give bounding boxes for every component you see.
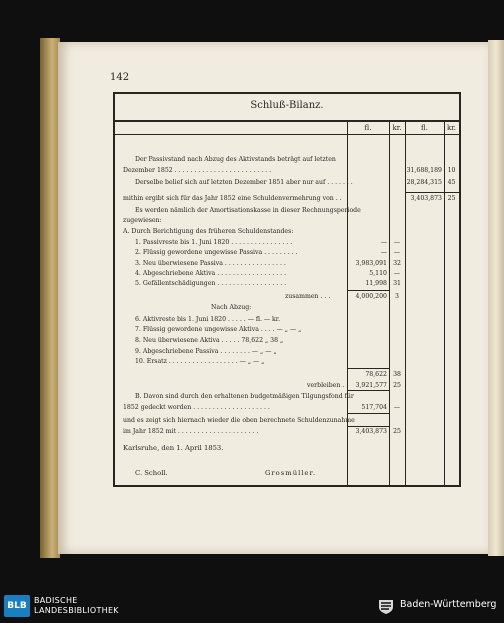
header-kr-1: kr. xyxy=(392,124,402,132)
signature-scholl: C. Scholl. xyxy=(135,469,168,477)
page-number: 142 xyxy=(110,72,130,83)
row-text: zusammen . . . xyxy=(285,293,331,300)
row-text: 4. Abgeschriebene Aktiva . . . . . . . . . . . . . . . . . . xyxy=(135,270,287,277)
baden-wuerttemberg-crest-icon xyxy=(376,596,396,616)
row-text: und es zeigt sich hiernach wieder die oben berechnete Schuldenzunahme xyxy=(123,417,355,424)
row-value: 10 xyxy=(447,167,456,174)
row-value: — xyxy=(393,404,401,411)
row-text: Nach Abzug: xyxy=(211,304,252,311)
row-value: 517,704 xyxy=(361,404,387,411)
book-spine-edge xyxy=(40,38,60,558)
row-text: 9. Abgeschriebene Passiva . . . . . . . . — „ — „ xyxy=(135,348,277,355)
row-value: 4,000,200 xyxy=(355,293,387,300)
row-text: Derselbe belief sich auf letzten Dezember 1851 aber nur auf . . . . . . . xyxy=(135,179,353,186)
row-value: 25 xyxy=(393,428,401,435)
sum-rule xyxy=(347,426,389,427)
page-edge xyxy=(488,40,504,556)
library-name xyxy=(34,596,119,616)
library-name-line2: LANDESBIBLIOTHEK xyxy=(34,606,119,615)
row-text: 1852 gedeckt worden . . . . . . . . . . . . . . . . . . . . xyxy=(123,404,270,411)
blb-logo[interactable]: BLB xyxy=(4,595,30,617)
library-name-line1: BADISCHE xyxy=(34,596,78,605)
row-text: 3. Neu überwiesene Passiva . . . . . . . . . . . . . . . . xyxy=(135,260,286,267)
row-value: — xyxy=(380,239,387,246)
header-kr-2: kr. xyxy=(446,124,457,132)
sum-rule xyxy=(347,368,389,369)
row-text: im Jahr 1852 mit . . . . . . . . . . . . . . . . . . . . . xyxy=(123,428,259,435)
row-text: 6. Aktivreste bis 1. Juni 1820 . . . . . — fl. — kr. xyxy=(135,316,281,323)
balance-table xyxy=(113,92,461,487)
row-value: 38 xyxy=(393,371,401,378)
footer-bar xyxy=(0,590,504,623)
row-text: Dezember 1852 . . . . . . . . . . . . . . . . . . . . . . . . . xyxy=(123,167,272,174)
row-value: 78,622 xyxy=(365,371,387,378)
row-value: 32 xyxy=(393,260,401,267)
row-value: 3,921,577 xyxy=(355,382,387,389)
row-value: 45 xyxy=(447,179,456,186)
row-value: 28,284,315 xyxy=(406,179,442,186)
row-value: 25 xyxy=(393,382,401,389)
row-value: 25 xyxy=(447,195,456,202)
row-value: 3 xyxy=(395,293,399,300)
sum-rule xyxy=(347,290,389,291)
row-text: A. Durch Berichtigung des früheren Schuldenstandes: xyxy=(123,228,294,235)
place-date: Karlsruhe, den 1. April 1853. xyxy=(123,444,224,452)
row-text: B. Davon sind durch den erhaltenen budgetmäßigen Tilgungsfond für xyxy=(135,393,354,400)
sum-rule xyxy=(347,390,389,391)
row-value: — xyxy=(380,249,387,256)
state-name[interactable]: Baden-Württemberg xyxy=(400,599,497,610)
row-value: 3,403,873 xyxy=(355,428,387,435)
row-value: 31 xyxy=(393,280,401,287)
row-text: 10. Ersatz . . . . . . . . . . . . . . . . . . — „ — „ xyxy=(135,358,265,365)
header-rule xyxy=(115,134,459,135)
row-value: 5,110 xyxy=(369,270,387,277)
row-text: 5. Gefällentschädigungen . . . . . . . . . . . . . . . . . . xyxy=(135,280,287,287)
row-text: zugewiesen: xyxy=(123,217,162,224)
row-value: — xyxy=(393,249,401,256)
row-text: 7. Flüssig gewordene ungewisse Aktiva . . . . — „ — „ xyxy=(135,326,302,333)
row-value: 11,998 xyxy=(365,280,387,287)
row-value: 3,983,091 xyxy=(355,260,387,267)
row-text: Der Passivstand nach Abzug des Aktivstands beträgt auf letzten xyxy=(135,156,336,163)
header-fl-1: fl. xyxy=(364,124,372,132)
title-row xyxy=(115,94,459,122)
row-value: — xyxy=(393,239,401,246)
row-value: — xyxy=(393,270,401,277)
page-title: Schluß-Bilanz. xyxy=(250,100,324,111)
header-fl-2: fl. xyxy=(421,124,428,132)
row-text: 2. Flüssig gewordene ungewisse Passiva . . . . . . . . . xyxy=(135,249,298,256)
row-value: 31,688,189 xyxy=(406,167,442,174)
row-text: verbleiben . . xyxy=(307,382,349,389)
sum-rule xyxy=(347,413,389,414)
row-text: mithin ergibt sich für das Jahr 1852 eine Schuldenvermehrung von . . xyxy=(123,195,342,202)
row-text: 1. Passivreste bis 1. Juni 1820 . . . . . . . . . . . . . . . . xyxy=(135,239,293,246)
row-value: 3,403,873 xyxy=(410,195,442,202)
row-text: 8. Neu überwiesene Aktiva . . . . . 78,622 „ 38 „ xyxy=(135,337,284,344)
signature-grosmueller: Grosmüller. xyxy=(265,469,317,477)
row-text: Es werden nämlich der Amortisationskasse in dieser Rechnungsperiode xyxy=(135,207,361,214)
sum-rule xyxy=(405,192,460,193)
